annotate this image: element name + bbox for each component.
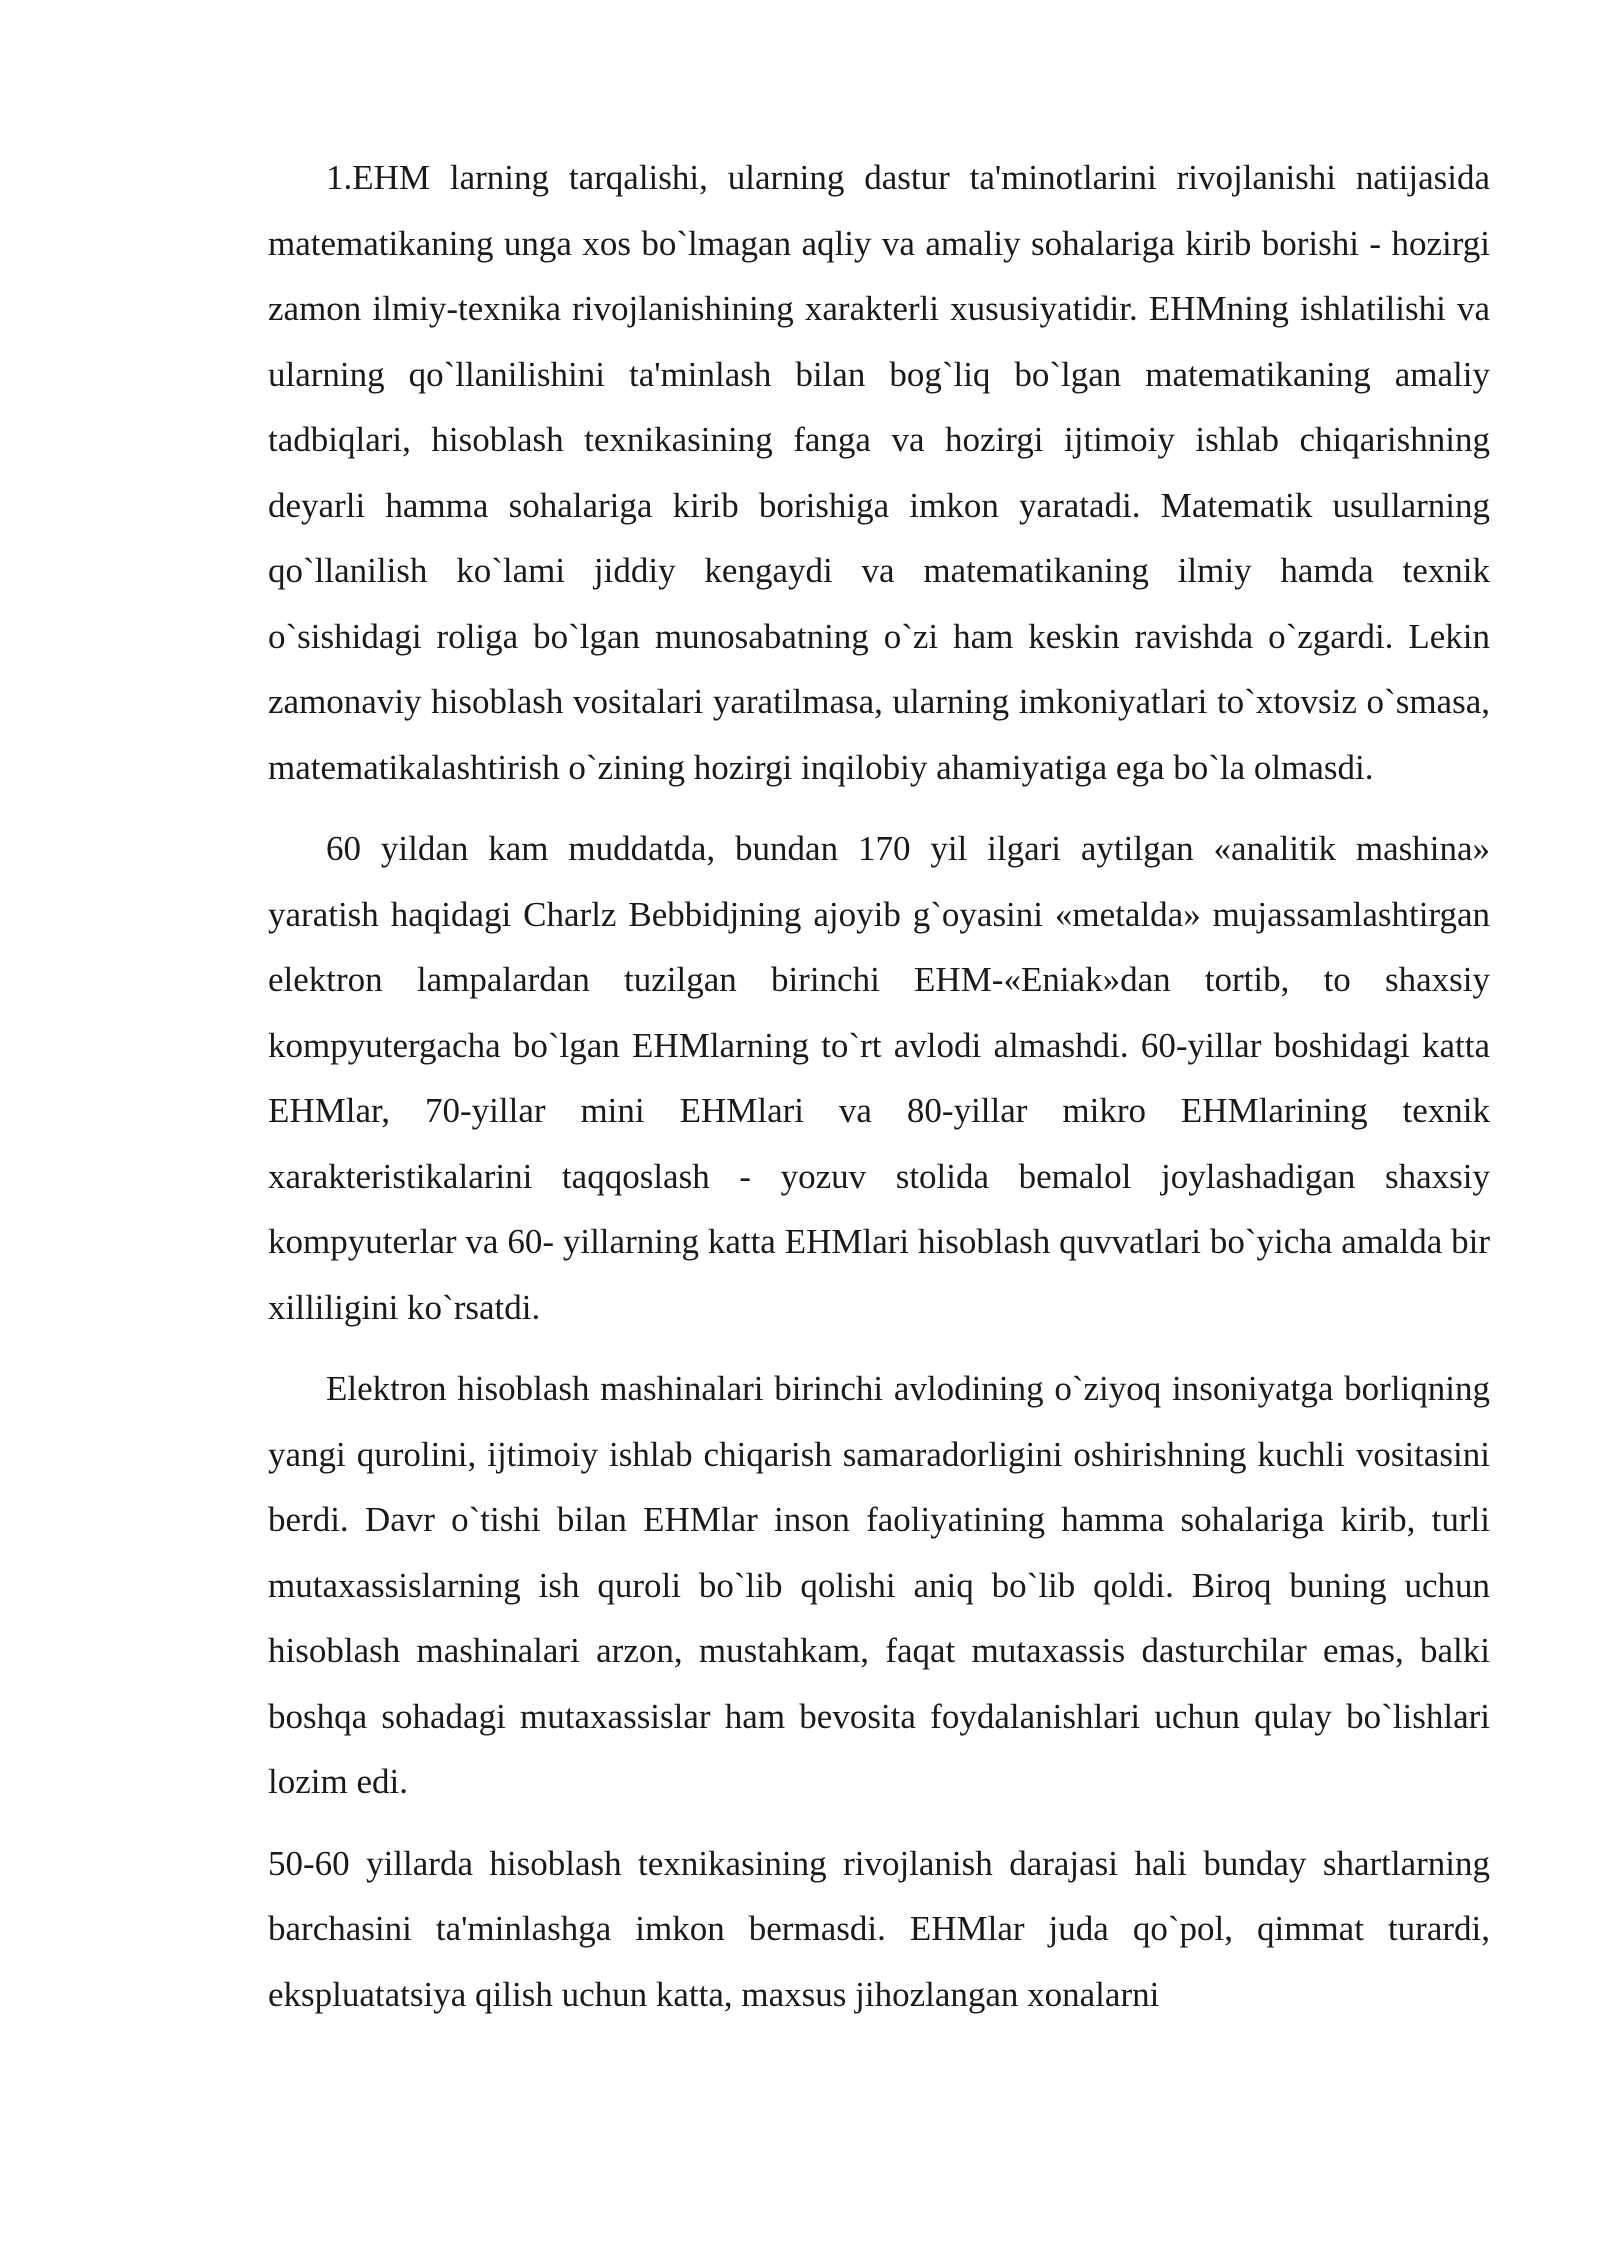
paragraph-2: 60 yildan kam muddatda, bundan 170 yil ilgari aytilgan «analitik mashina» yaratish haqidagi Charlz Bebbidjning ajoyib g`oyasini «metalda» mujassamlashtirgan elektron lampalardan tuzilgan birinchi EHM-«Eniak»dan tortib, to shaxsiy kompyutergacha bo`lgan EHMlarning to`rt avlodi almashdi. 60-yillar boshidagi katta EHMlar, 70-yillar mini EHMlari va 80-yillar mikro EHMlarining texnik xarakteristikalarini taqqoslash - yozuv stolida bemalol joylashadigan shaxsiy kompyuterlar va 60- yillarning katta EHMlari hisoblash quvvatlari bo`yicha amalda bir xilliligini ko`rsatdi. — [268, 829, 1490, 1327]
document-body — [268, 145, 1490, 2043]
paragraph-4: 50-60 yillarda hisoblash texnikasining rivojlanish darajasi hali bunday shartlarning barchasini ta'minlashga imkon bermasdi. EHMlar juda qo`pol, qimmat turardi, ekspluatatsiya qilish uchun katta, maxsus jihozlangan xonalarni — [268, 1843, 1490, 2014]
paragraph-3: Elektron hisoblash mashinalari birinchi avlodining o`ziyoq insoniyatga borliqning yangi qurolini, ijtimoiy ishlab chiqarish samaradorligini oshirishning kuchli vositasini berdi. Davr o`tishi bilan EHMlar inson faoliyatining hamma sohalariga kirib, turli mutaxassislarning ish quroli bo`lib qolishi aniq bo`lib qoldi. Biroq buning uchun hisoblash mashinalari arzon, mustahkam, faqat mutaxassis dasturchilar emas, balki boshqa sohadagi mutaxassislar ham bevosita foydalanishlari uchun qulay bo`lishlari lozim edi. — [268, 1369, 1490, 1801]
paragraph-1: 1.EHM larning tarqalishi, ularning dastur ta'minotlarini rivojlanishi natijasida matematikaning unga xos bo`lmagan aqliy va amaliy sohalariga kirib borishi - hozirgi zamon ilmiy-texnika rivojlanishining xarakterli xususiyatidir. EHMning ishlatilishi va ularning qo`llanilishini ta'minlash bilan bog`liq bo`lgan matematikaning amaliy tadbiqlari, hisoblash texnikasining fanga va hozirgi ijtimoiy ishlab chiqarishning deyarli hamma sohalariga kirib borishiga imkon yaratadi. Matematik usullarning qo`llanilish ko`lami jiddiy kengaydi va matematikaning ilmiy hamda texnik o`sishidagi roliga bo`lgan munosabatning o`zi ham keskin ravishda o`zgardi. Lekin zamonaviy hisoblash vositalari yaratilmasa, ularning imkoniyatlari to`xtovsiz o`smasa, matematikalashtirish o`zining hozirgi inqilobiy ahamiyatiga ega bo`la olmasdi. — [268, 158, 1490, 787]
